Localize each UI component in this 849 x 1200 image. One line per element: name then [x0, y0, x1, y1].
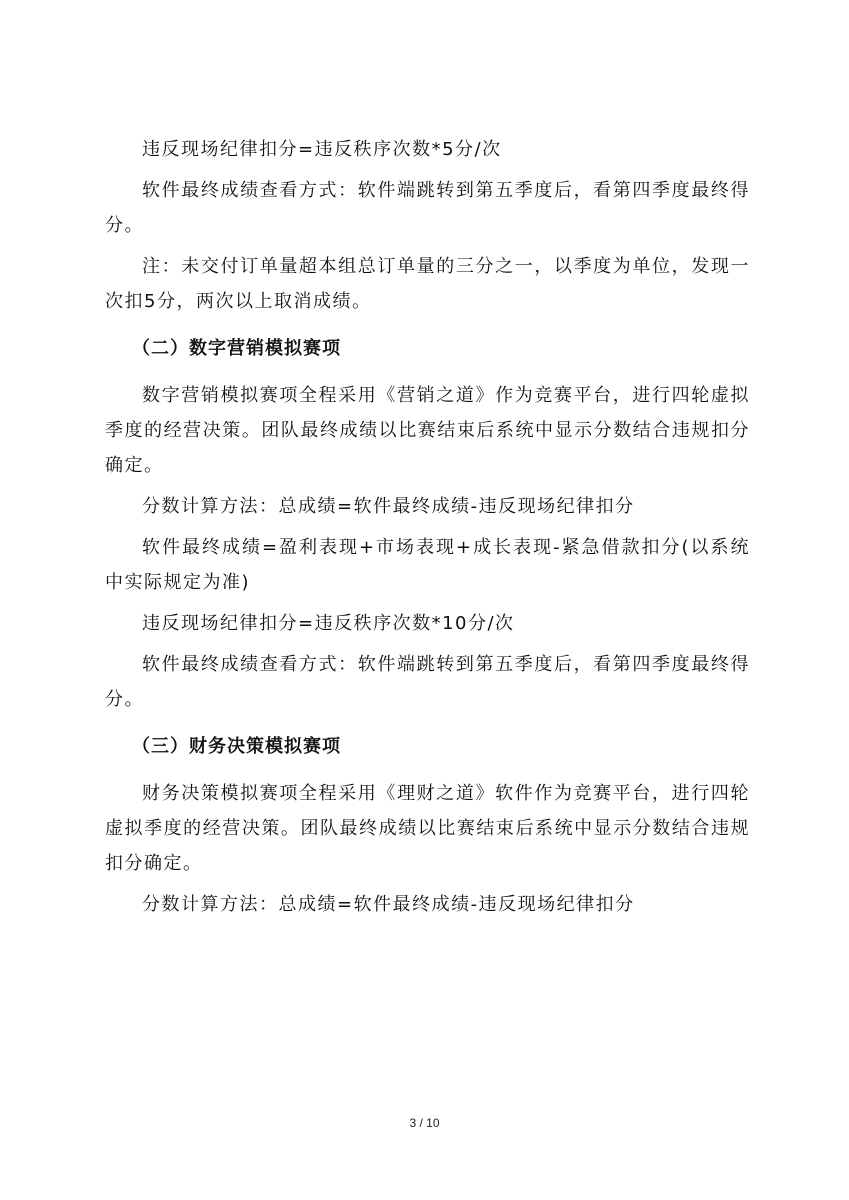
- paragraph-score-view-1: 软件最终成绩查看方式：软件端跳转到第五季度后，看第四季度最终得分。: [105, 180, 750, 236]
- paragraph-note: 注：未交付订单量超本组总订单量的三分之一，以季度为单位，发现一次扣5分，两次以上取消成绩。: [105, 256, 750, 312]
- paragraph-discipline-penalty-2: 违反现场纪律扣分=违反秩序次数*10分/次: [142, 613, 515, 634]
- paragraph-financial-decision-intro: 财务决策模拟赛项全程采用《理财之道》软件作为竞赛平台，进行四轮虚拟季度的经营决策。团队最终成绩以比赛结束后系统中显示分数结合违规扣分确定。: [105, 783, 750, 874]
- page-number: 3 / 10: [409, 1116, 440, 1130]
- section-heading-digital-marketing: （二）数字营销模拟赛项: [132, 338, 341, 359]
- paragraph-digital-marketing-intro: 数字营销模拟赛项全程采用《营销之道》作为竞赛平台，进行四轮虚拟季度的经营决策。团队最终成绩以比赛结束后系统中显示分数结合违规扣分确定。: [105, 385, 750, 476]
- section-heading-financial-decision: （三）财务决策模拟赛项: [132, 736, 341, 757]
- paragraph-software-score: 软件最终成绩=盈利表现+市场表现+成长表现-紧急借款扣分(以系统中实际规定为准): [105, 537, 750, 593]
- page-content: [105, 132, 750, 922]
- paragraph-score-method-1: 分数计算方法：总成绩=软件最终成绩-违反现场纪律扣分: [142, 496, 635, 517]
- paragraph-score-method-2: 分数计算方法：总成绩=软件最终成绩-违反现场纪律扣分: [142, 894, 635, 915]
- paragraph-discipline-penalty-1: 违反现场纪律扣分=违反秩序次数*5分/次: [142, 139, 502, 160]
- paragraph-score-view-2: 软件最终成绩查看方式：软件端跳转到第五季度后，看第四季度最终得分。: [105, 654, 750, 710]
